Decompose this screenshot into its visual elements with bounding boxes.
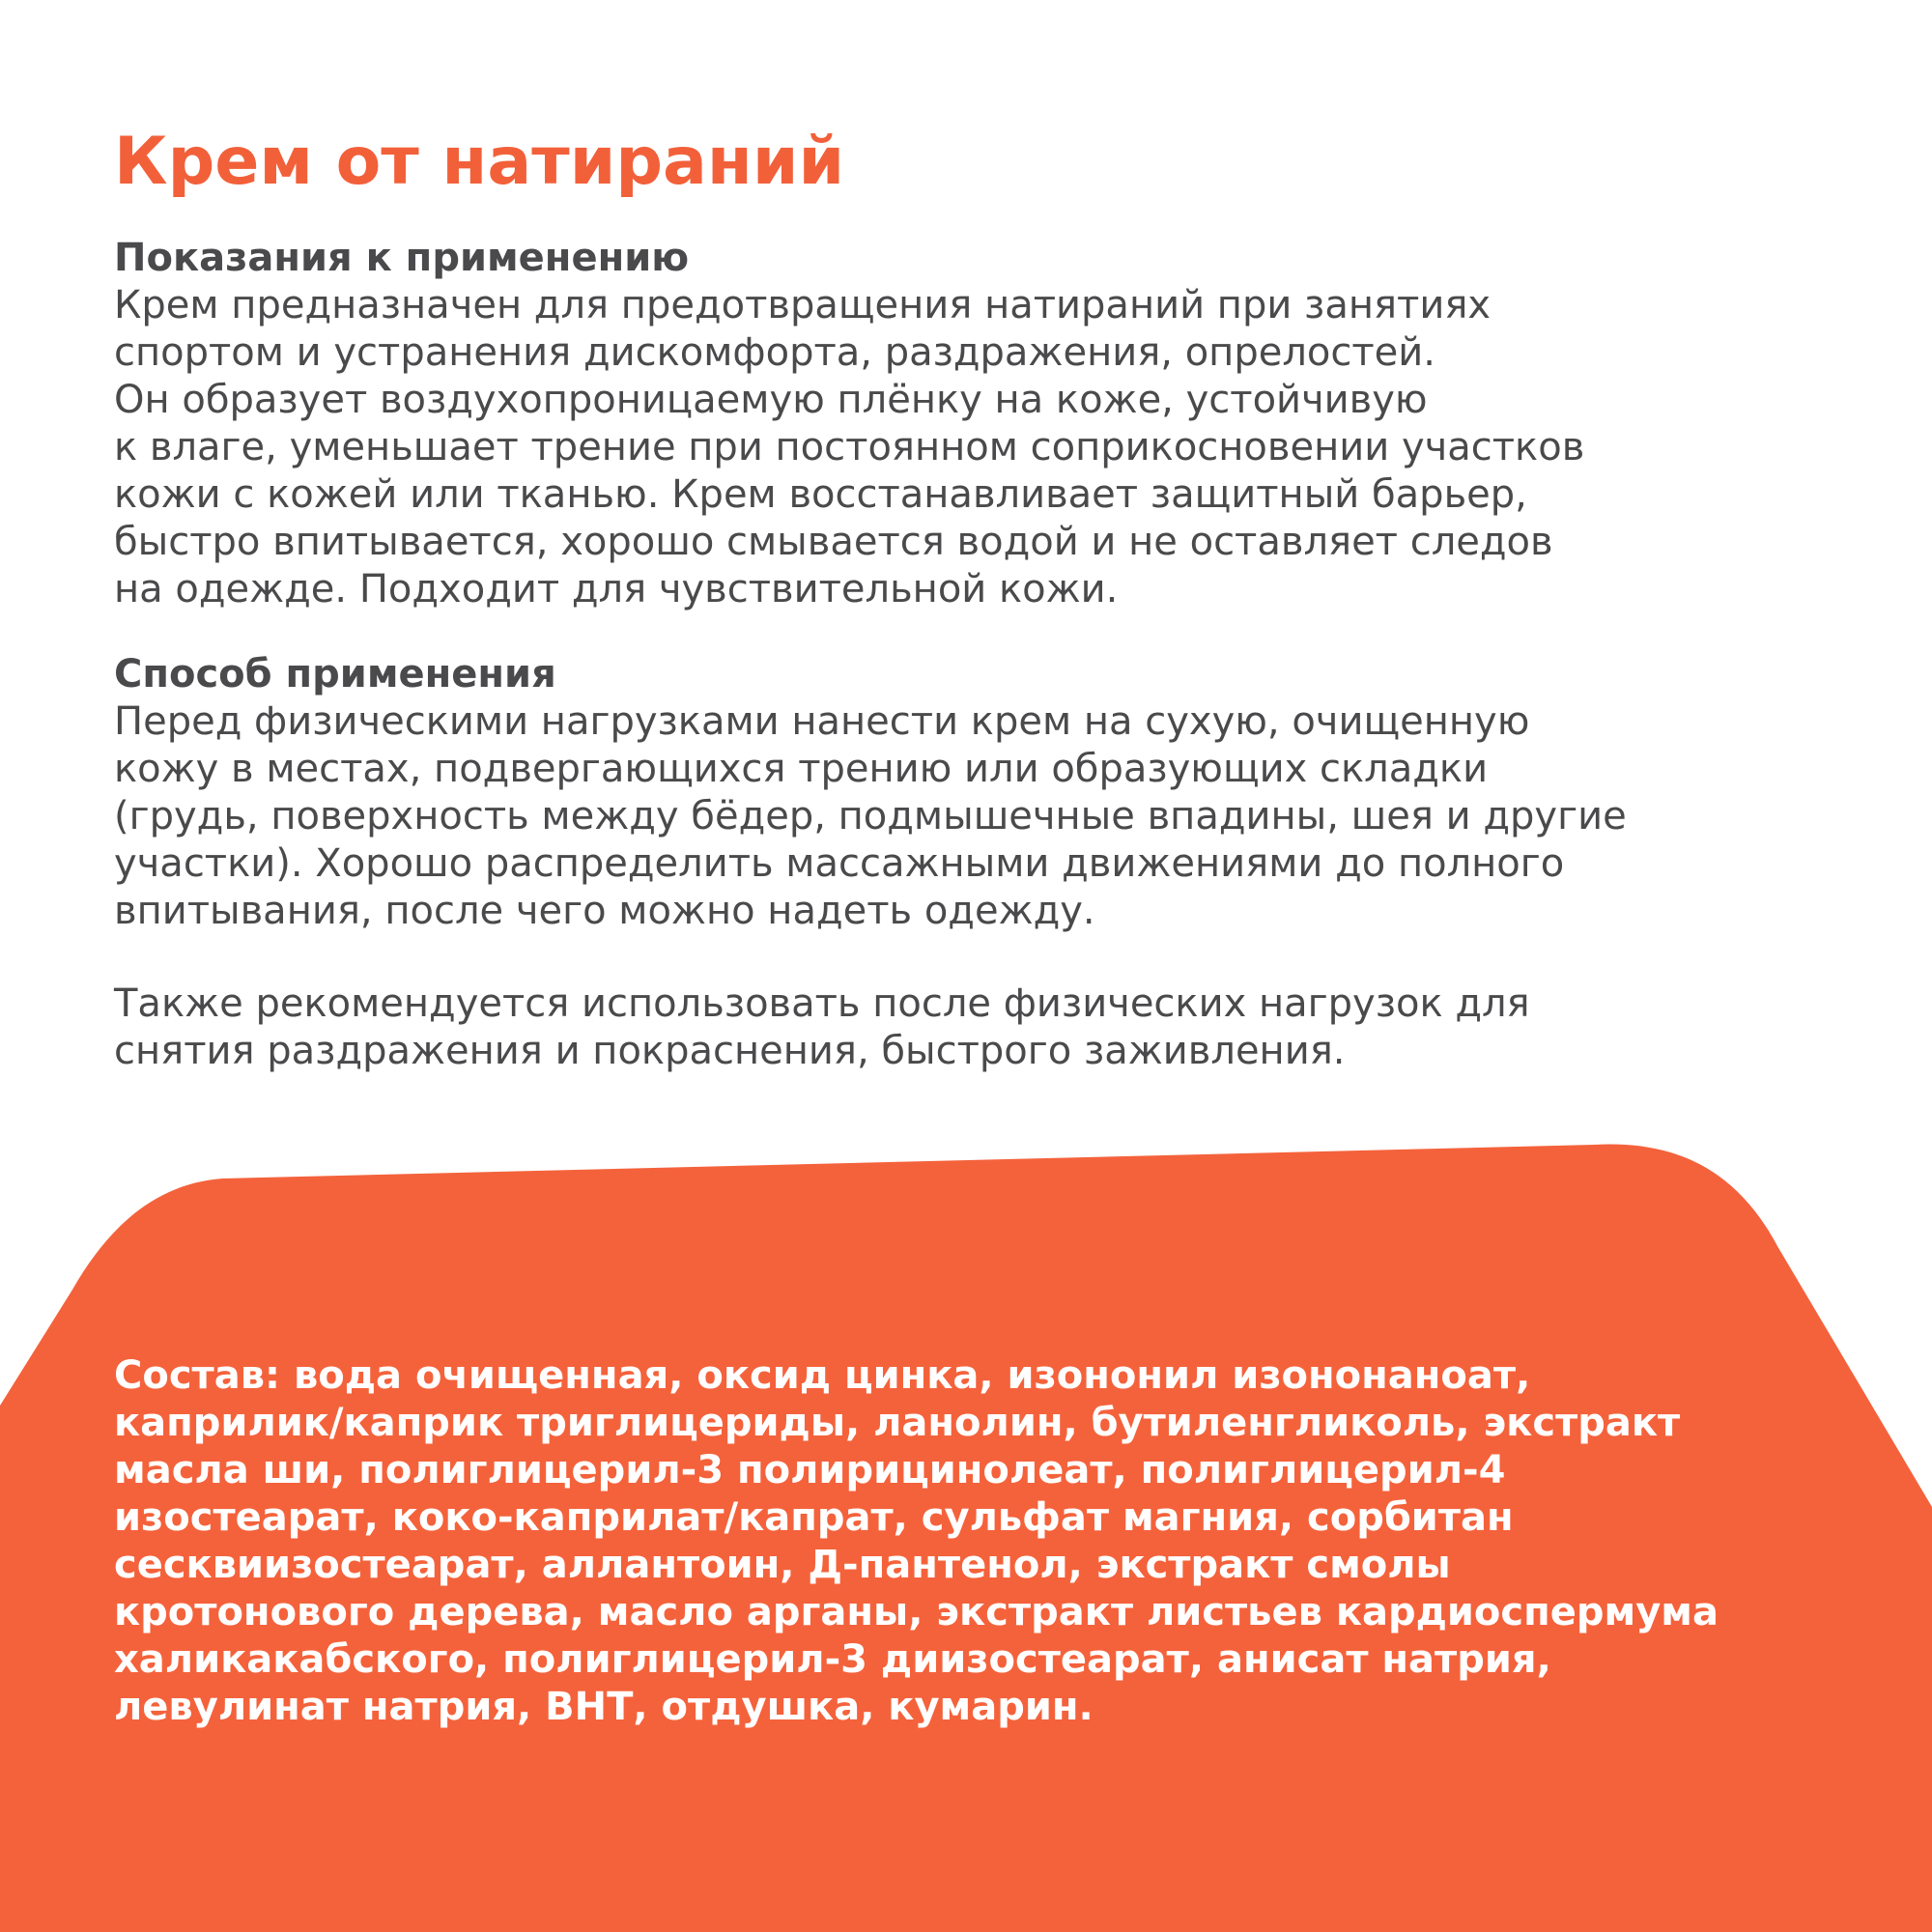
- usage-line: кожу в местах, подвергающихся трению или образующих складки: [114, 747, 1489, 791]
- extra-recommendation: [114, 980, 1853, 1075]
- composition-line: левулинат натрия, ВНТ, отдушка, кумарин.: [114, 1685, 1094, 1729]
- indications-heading: Показания к применению: [114, 236, 690, 280]
- indications-line: к влаге, уменьшает трение при постоянном соприкосновении участков: [114, 425, 1585, 469]
- indications-line: спортом и устранения дискомфорта, раздражения, опрелостей.: [114, 330, 1435, 375]
- composition-section: [114, 1352, 1853, 1731]
- composition-line: Состав: вода очищенная, оксид цинка, изононил изононаноат,: [114, 1353, 1531, 1398]
- composition-line: каприлик/каприк триглицериды, ланолин, бутиленгликоль, экстракт: [114, 1401, 1681, 1445]
- usage-heading: Способ применения: [114, 652, 556, 696]
- composition-line: кротонового дерева, масло арганы, экстракт листьев кардиоспермума: [114, 1590, 1719, 1634]
- indications-line: Крем предназначен для предотвращения натираний при занятиях: [114, 283, 1492, 327]
- page-title: Крем от натираний: [114, 124, 845, 200]
- usage-line: впитывания, после чего можно надеть одежду.: [114, 889, 1095, 933]
- usage-line: (грудь, поверхность между бёдер, подмышечные впадины, шея и другие: [114, 794, 1627, 838]
- composition-line: масла ши, полиглицерил-3 полирицинолеат, полиглицерил-4: [114, 1448, 1506, 1492]
- composition-line: халикакабского, полиглицерил-3 диизостеарат, анисат натрия,: [114, 1637, 1551, 1682]
- usage-line: участки). Хорошо распределить массажными движениями до полного: [114, 841, 1565, 886]
- indications-line: Он образует воздухопроницаемую плёнку на коже, устойчивую: [114, 378, 1428, 422]
- indications-line: на одежде. Подходит для чувствительной кожи.: [114, 567, 1119, 611]
- usage-section: [114, 651, 1853, 935]
- indications-section: [114, 235, 1853, 613]
- usage-line: Перед физическими нагрузками нанести крем на сухую, очищенную: [114, 699, 1530, 744]
- extra-line: снятия раздражения и покраснения, быстрого заживления.: [114, 1029, 1346, 1073]
- indications-line: кожи с кожей или тканью. Крем восстанавливает защитный барьер,: [114, 472, 1527, 517]
- indications-line: быстро впитывается, хорошо смывается водой и не оставляет следов: [114, 520, 1553, 564]
- extra-line: Также рекомендуется использовать после физических нагрузок для: [114, 981, 1530, 1026]
- composition-line: сесквиизостеарат, аллантоин, Д-пантенол, экстракт смолы: [114, 1543, 1451, 1587]
- composition-line: изостеарат, коко-каприлат/капрат, сульфат магния, сорбитан: [114, 1495, 1514, 1540]
